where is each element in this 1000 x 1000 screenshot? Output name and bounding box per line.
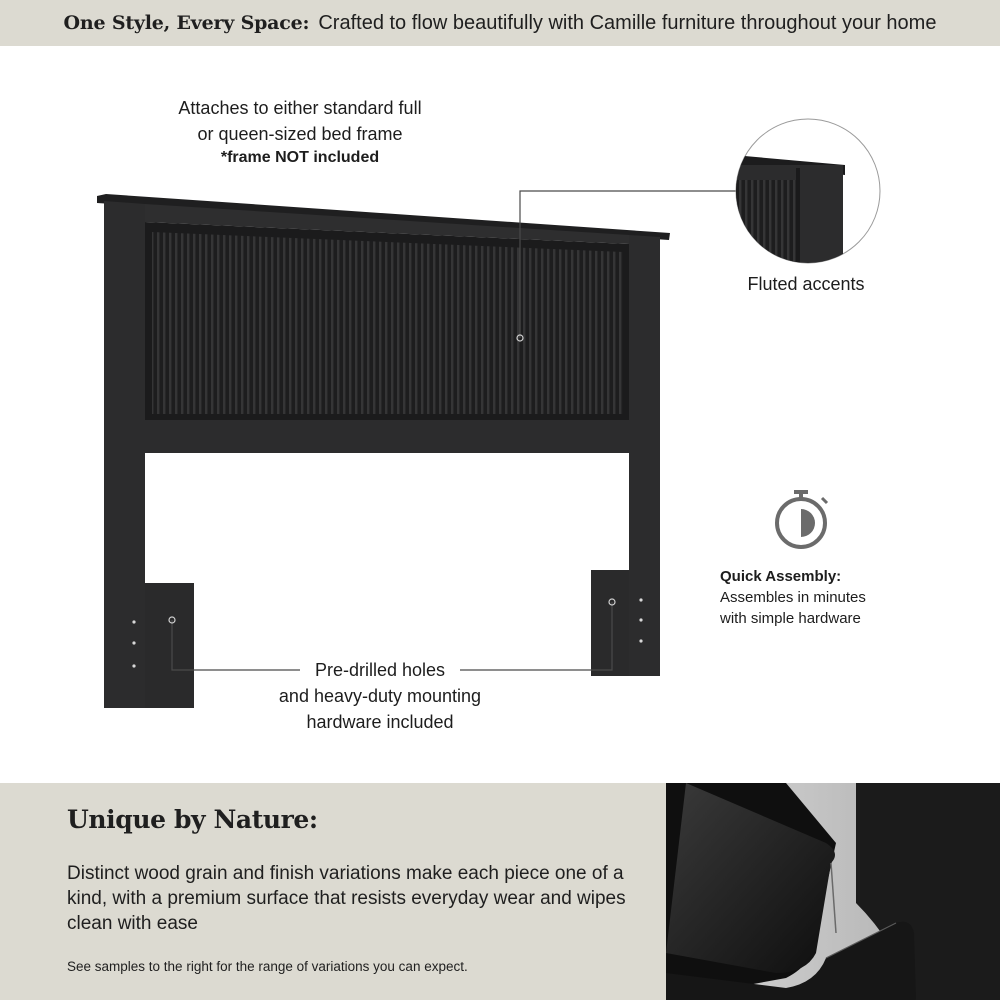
mount-plate-right: [591, 570, 629, 676]
holes-callout: [240, 657, 520, 735]
holes-line1: Pre-drilled holes: [314, 660, 446, 680]
nature-panel: [0, 783, 666, 1000]
fluted-panel: [152, 232, 623, 414]
frame-callout-line1: Attaches to either standard full: [178, 98, 422, 118]
nature-note: See samples to the right for the range of variations you can expect.: [67, 959, 468, 974]
assembly-title: Quick Assembly:: [720, 568, 842, 585]
headboard-bottom-rail: [145, 420, 629, 453]
headboard-right-post: [629, 235, 660, 676]
frame-callout-line2: or queen-sized bed frame: [197, 124, 403, 144]
assembly-line2: with simple hardware: [720, 610, 861, 627]
assembly-line1: Assembles in minutes: [720, 589, 866, 606]
frame-callout-note: *frame NOT included: [220, 149, 380, 166]
holes-line2: and heavy-duty mounting: [278, 686, 482, 706]
holes-line3: hardware included: [306, 712, 454, 732]
frame-callout: [140, 95, 460, 169]
fluted-label: Fluted accents: [747, 274, 865, 294]
finish-samples-image: [666, 783, 1000, 1000]
fluted-callout: [716, 271, 896, 297]
assembly-callout: [720, 566, 940, 629]
nature-title: Unique by Nature:: [67, 805, 318, 834]
fluted-detail-circle: [733, 119, 880, 268]
stopwatch-icon: [777, 492, 827, 547]
headboard-left-post: [104, 201, 145, 708]
mount-plate-left: [145, 583, 194, 708]
banner-lead: One Style, Every Space:: [63, 12, 310, 34]
nature-body: Distinct wood grain and finish variations make each piece one of a kind, with a premium surface that resists everyday wear and wipes clean with ease: [67, 863, 626, 934]
banner-text: Crafted to flow beautifully with Camille furniture throughout your home: [318, 11, 937, 34]
